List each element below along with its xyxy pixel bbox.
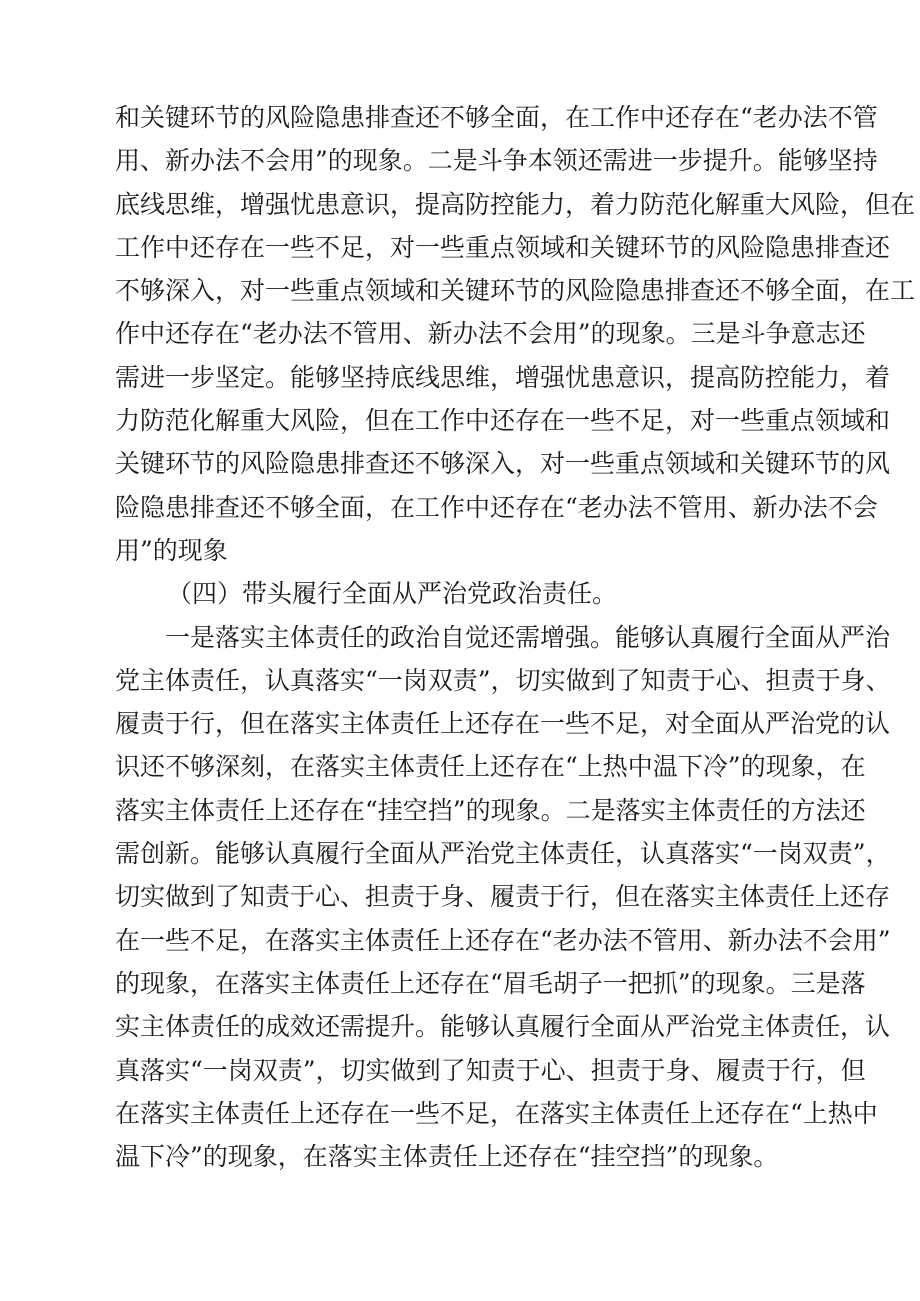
text-line: 切实做到了知责于心、担责于身、履责于行，但在落实主体责任上还存 [115, 882, 891, 912]
text-line: 不够深入，对一些重点领域和关键环节的风险隐患排查还不够全面，在工 [115, 276, 916, 306]
text-line: 温下冷”的现象，在落实主体责任上还存在“挂空挡”的现象。 [115, 1142, 779, 1172]
text-line: 关键环节的风险隐患排查还不够深入，对一些重点领域和关键环节的风 [115, 449, 891, 479]
text-line: 在一些不足，在落实主体责任上还存在“老办法不管用、新办法不会用” [115, 925, 891, 955]
text-line: 一是落实主体责任的政治自觉还需增强。能够认真履行全面从严治 [165, 622, 891, 652]
text-line: 履责于行，但在落实主体责任上还存在一些不足，对全面从严治党的认 [115, 709, 891, 739]
text-line: 党主体责任，认真落实“一岗双责”，切实做到了知责于心、担责于身、 [115, 665, 891, 695]
body-text [115, 96, 916, 1178]
text-line: 识还不够深刻，在落实主体责任上还存在“上热中温下冷”的现象，在 [115, 752, 866, 782]
text-line: 落实主体责任上还存在“挂空挡”的现象。二是落实主体责任的方法还 [115, 795, 866, 825]
text-line: 用、新办法不会用”的现象。二是斗争本领还需进一步提升。能够坚持 [115, 146, 878, 176]
text-line: 实主体责任的成效还需提升。能够认真履行全面从严治党主体责任，认 [115, 1012, 891, 1042]
text-line: 底线思维，增强忧患意识，提高防控能力，着力防范化解重大风险，但在 [115, 189, 916, 219]
text-line: 作中还存在“老办法不管用、新办法不会用”的现象。三是斗争意志还 [115, 319, 866, 349]
text-line: 需进一步坚定。能够坚持底线思维，增强忧患意识，提高防控能力，着 [115, 362, 891, 392]
text-line: 在落实主体责任上还存在一些不足，在落实主体责任上还存在“上热中 [115, 1098, 878, 1128]
text-line: 的现象，在落实主体责任上还存在“眉毛胡子一把抓”的现象。三是落 [115, 968, 866, 998]
text-line: 和关键环节的风险隐患排查还不够全面，在工作中还存在“老办法不管 [115, 103, 878, 132]
section-heading: （四）带头履行全面从严治党政治责任。 [167, 579, 618, 609]
text-line: 险隐患排查还不够全面，在工作中还存在“老办法不管用、新办法不会 [115, 492, 878, 522]
text-line: 真落实“一岗双责”，切实做到了知责于心、担责于身、履责于行，但 [115, 1055, 866, 1085]
text-line: 力防范化解重大风险，但在工作中还存在一些不足，对一些重点领域和 [115, 406, 891, 436]
text-line: 工作中还存在一些不足，对一些重点领域和关键环节的风险隐患排查还 [115, 232, 891, 262]
text-line: 需创新。能够认真履行全面从严治党主体责任，认真落实“一岗双责”， [115, 839, 891, 869]
text-line: 用”的现象 [115, 535, 228, 565]
